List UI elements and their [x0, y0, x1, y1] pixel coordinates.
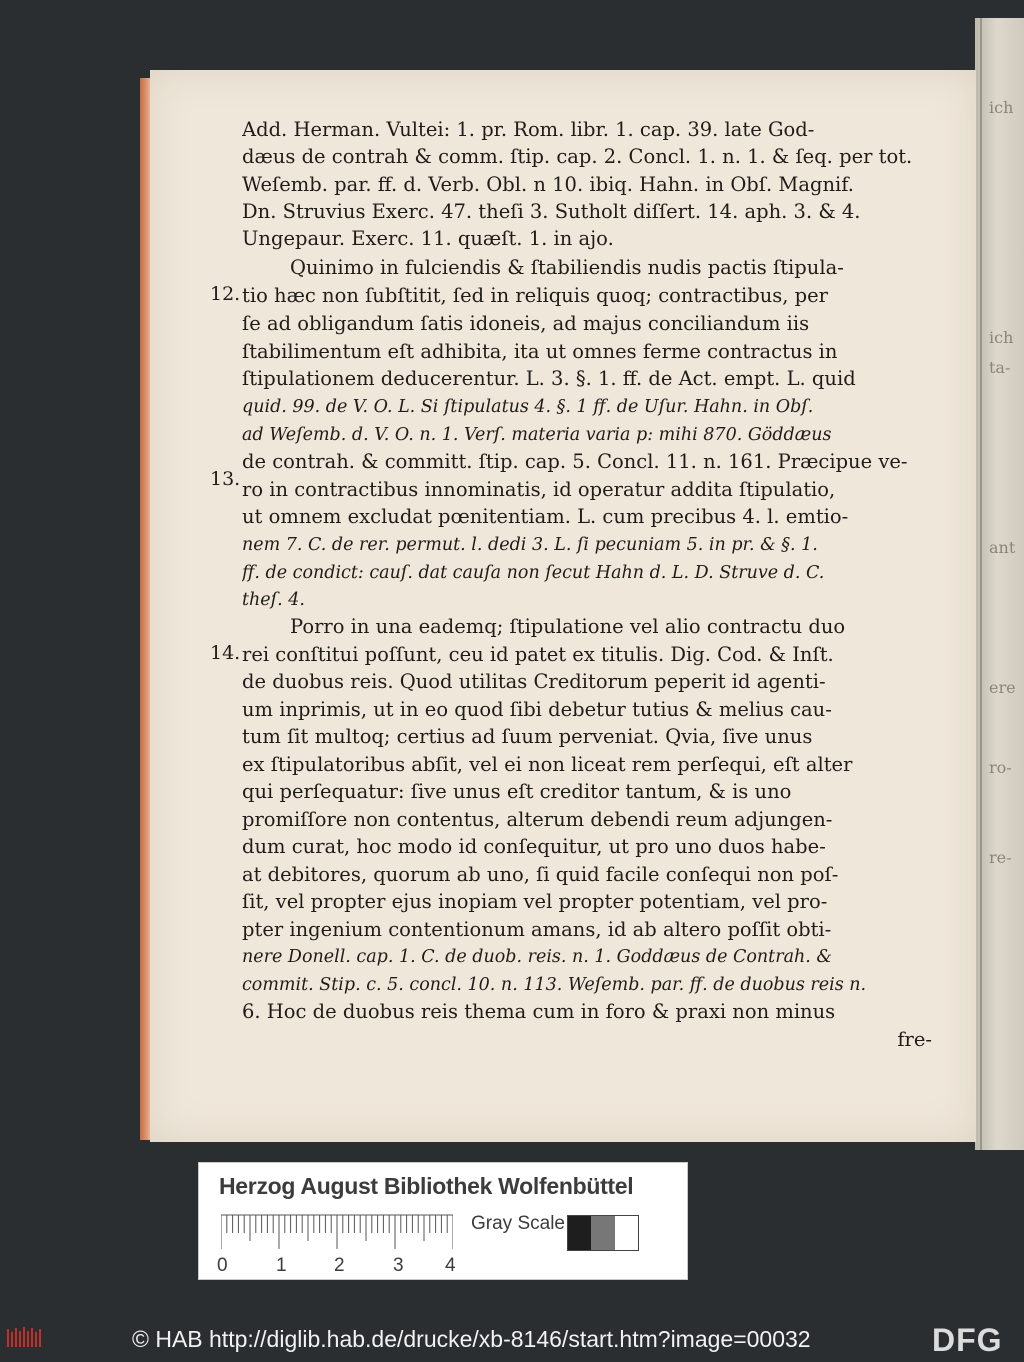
- text-line: promiſſore non contentus, alterum debendi reum adjungen-: [242, 808, 833, 831]
- ruler-number: 1: [276, 1255, 287, 1276]
- ruler-number: 0: [217, 1255, 228, 1276]
- ruler-scale: [221, 1213, 453, 1249]
- text-line: ſe ad obligandum ſatis idoneis, ad majus conciliandum iis: [242, 312, 810, 335]
- ruler-number: 3: [393, 1255, 404, 1276]
- catchword: fre-: [897, 1028, 932, 1051]
- text-line: ſtipulationem deducerentur. L. 3. §. 1. ff. de Act. empt. L. quid: [242, 367, 856, 390]
- gray-scale-swatch: [567, 1215, 639, 1251]
- text-line: Dn. Struvius Exerc. 47. theſi 3. Sutholt diſſert. 14. aph. 3. & 4.: [242, 200, 861, 223]
- margin-number: 13.: [210, 468, 241, 490]
- swatch-black: [568, 1216, 591, 1250]
- text-line: Quinimo in fulciendis & ſtabiliendis nudis pactis ſtipula-: [290, 256, 844, 279]
- text-line: rei conſtitui poſſunt, ceu id patet ex titulis. Dig. Cod. & Inſt.: [242, 643, 834, 666]
- edge-fragment: ant: [989, 538, 1016, 557]
- text-line: de duobus reis. Quod utilitas Creditorum peperit id agenti-: [242, 670, 826, 693]
- ruler-number: 2: [334, 1255, 345, 1276]
- text-line: ff. de condict: cauſ. dat cauſa non ſecut Hahn d. L. D. Struve d. C.: [242, 563, 825, 583]
- text-line: nem 7. C. de rer. permut. l. dedi 3. L. ſi pecuniam 5. in pr. & §. 1.: [242, 535, 818, 555]
- text-line: theſ. 4.: [242, 590, 305, 610]
- text-line: ſit, vel propter ejus inopiam vel propter potentiam, vel pro-: [242, 890, 828, 913]
- text-line: Ungepaur. Exerc. 11. quæſt. 1. in ajo.: [242, 227, 614, 250]
- text-line: ad Weſemb. d. V. O. n. 1. Verſ. materia varia p: mihi 870. Göddæus: [242, 425, 832, 445]
- edge-fragment: ere: [989, 678, 1016, 697]
- edge-fragment: re-: [989, 848, 1012, 867]
- library-name: Herzog August Bibliothek Wolfenbüttel: [219, 1173, 634, 1199]
- edge-fragment: ta-: [989, 358, 1011, 377]
- margin-number: 14.: [210, 642, 241, 664]
- edge-fragment: ich: [989, 328, 1014, 347]
- text-line: ut omnem excludat pœnitentiam. L. cum precibus 4. l. emtio-: [242, 505, 849, 528]
- swatch-white: [615, 1216, 638, 1250]
- adjacent-page-edge: [975, 18, 1024, 1150]
- footer-bar: [0, 1318, 1024, 1362]
- ruler-number: 4: [445, 1255, 456, 1276]
- text-line: ex ſtipulatoribus abſit, vel ei non liceat rem perſequi, eſt alter: [242, 753, 853, 776]
- dfg-logo: DFG: [932, 1322, 1003, 1358]
- gray-scale-label: Gray Scale: [471, 1213, 565, 1234]
- library-scale-card: [198, 1162, 688, 1280]
- page-stripe: [980, 18, 982, 1150]
- text-line: um inprimis, ut in eo quod ſibi debetur tutius & melius cau-: [242, 698, 832, 721]
- source-link[interactable]: © HAB http://diglib.hab.de/drucke/xb-8146/start.htm?image=00032: [132, 1326, 811, 1352]
- text-line: 6. Hoc de duobus reis thema cum in foro & praxi non minus: [242, 1000, 836, 1023]
- text-line: ſtabilimentum eſt adhibita, ita ut omnes ferme contractus in: [242, 340, 838, 363]
- text-line: nere Donell. cap. 1. C. de duob. reis. n. 1. Goddæus de Contrah. &: [242, 947, 832, 967]
- text-line: ro in contractibus innominatis, id operatur addita ſtipulatio,: [242, 478, 836, 501]
- text-line: at debitores, quorum ab uno, ſi quid facile conſequi non poſ-: [242, 863, 839, 886]
- text-line: Add. Herman. Vultei: 1. pr. Rom. libr. 1. cap. 39. late God-: [242, 118, 815, 141]
- edge-fragment: ro-: [989, 758, 1012, 777]
- edge-fragment: ich: [989, 98, 1014, 117]
- text-line: tio hæc non ſubſtitit, ſed in reliquis quoq; contractibus, per: [242, 284, 828, 307]
- text-line: tum ſit multoq; certius ad ſuum perveniat. Qvia, ſive unus: [242, 725, 813, 748]
- hab-logo-icon: [6, 1326, 46, 1350]
- text-line: Porro in una eademq; ſtipulatione vel alio contractu duo: [290, 615, 846, 638]
- text-line: dæus de contrah & comm. ſtip. cap. 2. Concl. 1. n. 1. & ſeq. per tot.: [242, 145, 913, 168]
- text-line: de contrah. & committ. ſtip. cap. 5. Concl. 11. n. 161. Præcipue ve-: [242, 450, 908, 473]
- text-line: dum curat, hoc modo id conſequitur, ut pro uno duos habe-: [242, 835, 826, 858]
- text-line: Weſemb. par. ff. d. Verb. Obl. n 10. ibiq. Hahn. in Obſ. Magnif.: [242, 173, 854, 196]
- text-line: pter ingenium contentionum amans, id ab altero poſſit obti-: [242, 918, 832, 941]
- swatch-gray: [591, 1216, 614, 1250]
- text-line: commit. Stip. c. 5. concl. 10. n. 113. Weſemb. par. ff. de duobus reis n.: [242, 975, 867, 995]
- text-line: quid. 99. de V. O. L. Si ſtipulatus 4. §. 1 ff. de Uſur. Hahn. in Obſ.: [242, 397, 814, 417]
- margin-number: 12.: [210, 283, 241, 305]
- text-line: qui perſequatur: ſive unus eſt creditor tantum, & is uno: [242, 780, 792, 803]
